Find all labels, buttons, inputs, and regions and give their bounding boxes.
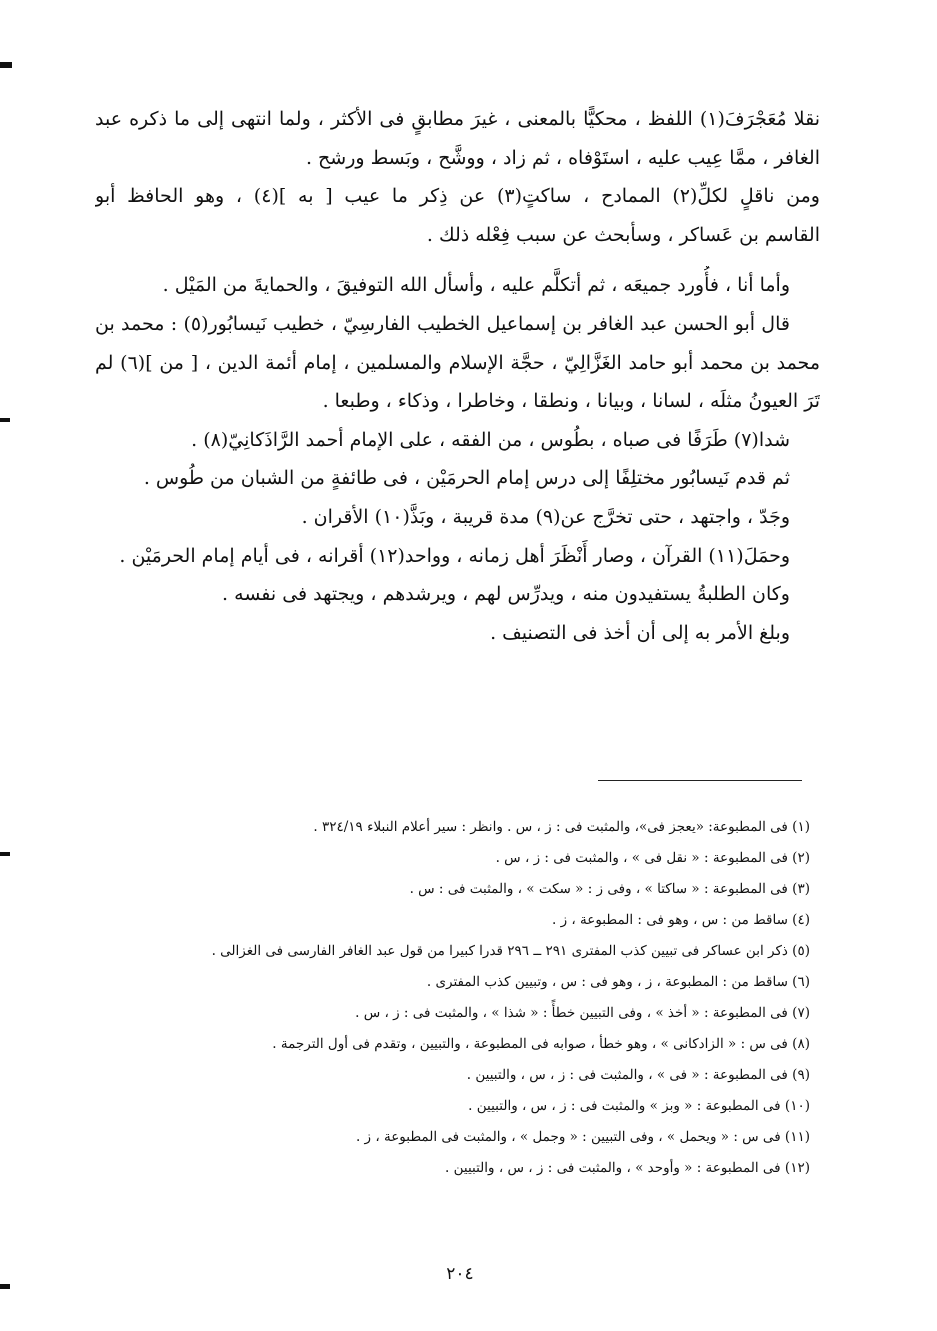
text-line: ومن ناقلٍ لكلِّ(٢) الممادح ، ساكتٍ(٣) عن ذِكر ما عيب [ به ](٤) ، وهو الحافظ أبو bbox=[95, 185, 820, 208]
text-line: محمد بن محمد أبو حامد الغَزَّالِيّ ، حجَّة الإسلام والمسلمين ، إمام أئمة الدين ، [ من ](٦) لم bbox=[95, 351, 820, 374]
scan-edge-mark bbox=[0, 1284, 10, 1289]
footnotes bbox=[130, 812, 810, 1184]
text-line: وحمَلَ(١١) القرآن ، وصار أَنْظَرَ أهل زمانه ، وواحد(١٢) أقرانه ، فى أيام إمام الحرمَيْن . bbox=[119, 544, 790, 567]
text-line: وكان الطلبةُ يستفيدون منه ، ويدرِّس لهم ، ويرشدهم ، ويجتهد فى نفسه . bbox=[222, 583, 790, 606]
main-text bbox=[95, 100, 820, 652]
footnote: (١٢) فى المطبوعة : « وأوحد » ، والمثبت فى : ز ، س ، والتبيين . bbox=[445, 1160, 810, 1176]
text-line: الغافر ، ممَّا عِيب عليه ، استَوْفاه ، ثم زاد ، ووشَّح ، وبَسط ورشح . bbox=[305, 146, 820, 169]
footnote: (٩) فى المطبوعة : « فى » ، والمثبت فى : ز ، س ، والتبيين . bbox=[466, 1067, 810, 1083]
scan-edge-mark bbox=[0, 62, 12, 68]
footnote-divider bbox=[598, 780, 802, 781]
text-line: تَرَ العيونُ مثلَه ، لسانا ، وبيانا ، ونطقا ، وخاطرا ، وذكاء ، وطبعا . bbox=[322, 390, 820, 413]
footnote: (٥) ذكر ابن عساكر فى تبيين كذب المفترى ٢٩١ ــ ٢٩٦ قدرا كبيرا من قول عبد الغافر الفارسى فى الغزالى . bbox=[211, 943, 810, 959]
footnote: (٣) فى المطبوعة : « ساكتا » ، وفى ز : « سكت » ، والمثبت فى : س . bbox=[409, 881, 810, 897]
footnote: (٦) ساقط من : المطبوعة ، ز ، وهو فى : س ، وتبيين كذب المفترى . bbox=[426, 974, 810, 990]
footnote: (٤) ساقط من : س ، وهو فى : المطبوعة ، ز . bbox=[551, 912, 810, 928]
text-line: القاسم بن عَساكر ، وسأبحث عن سبب فِعْله ذلك . bbox=[426, 223, 820, 246]
text-line: وجَدّ ، واجتهد ، حتى تخرَّج عن(٩) مدة قريبة ، وبَذَّ(١٠) الأقران . bbox=[301, 505, 790, 528]
scan-edge-mark bbox=[0, 418, 10, 422]
text-line: ثم قدم نَيسابُور مختلِفًا إلى درس إمام الحرمَيْن ، فى طائفةٍ من الشبان من طُوس . bbox=[143, 467, 790, 490]
footnote: (١١) فى س : « ويحمل » ، وفى التبيين : « وجمل » ، والمثبت فى المطبوعة ، ز . bbox=[355, 1129, 810, 1145]
footnote: (٧) فى المطبوعة : « أخذ » ، وفى التبيين خطأً : « شذا » ، والمثبت فى : ز ، س . bbox=[355, 1005, 810, 1021]
footnote: (٢) فى المطبوعة : « نقل فى » ، والمثبت فى : ز ، س . bbox=[495, 850, 810, 866]
text-line: قال أبو الحسن عبد الغافر بن إسماعيل الخطيب الفارسِيّ ، خطيب نَيسابُور(٥) : محمد بن bbox=[95, 312, 790, 335]
text-line: وأما أنا ، فأُورد جميعَه ، ثم أتكلَّم عليه ، وأسأل الله التوفيقَ ، والحمايةَ من المَيْل . bbox=[162, 274, 790, 297]
text-line: وبلغ الأمر به إلى أن أخذ فى التصنيف . bbox=[490, 621, 790, 644]
text-line: شدا(٧) طَرَفًا فى صباه ، بطُوس ، من الفقه ، على الإمام أحمد الرَّاذَكانِيّ(٨) . bbox=[191, 428, 790, 451]
footnote: (٨) فى س : « الزادكانى » ، وهو خطأ ، صوابه فى المطبوعة ، والتبيين ، وتقدم فى أول الترجمة . bbox=[272, 1036, 810, 1052]
footnote: (١٠) فى المطبوعة : « وبز » والمثبت فى : ز ، س ، والتبيين . bbox=[468, 1098, 810, 1114]
page-number: ٢٠٤ bbox=[446, 1264, 474, 1284]
footnote: (١) فى المطبوعة: «يعجز فى»، والمثبت فى : ز ، س . وانظر : سير أعلام النبلاء ٣٢٤/١٩ . bbox=[313, 819, 810, 835]
text-line: نقلا مُعَجْرَفَ(١) اللفظ ، محكيًّا بالمعنى ، غيرَ مطابقٍ فى الأكثر ، ولما انتهى إلى ما ذكره عبد bbox=[95, 108, 820, 130]
scan-edge-mark bbox=[0, 852, 10, 856]
